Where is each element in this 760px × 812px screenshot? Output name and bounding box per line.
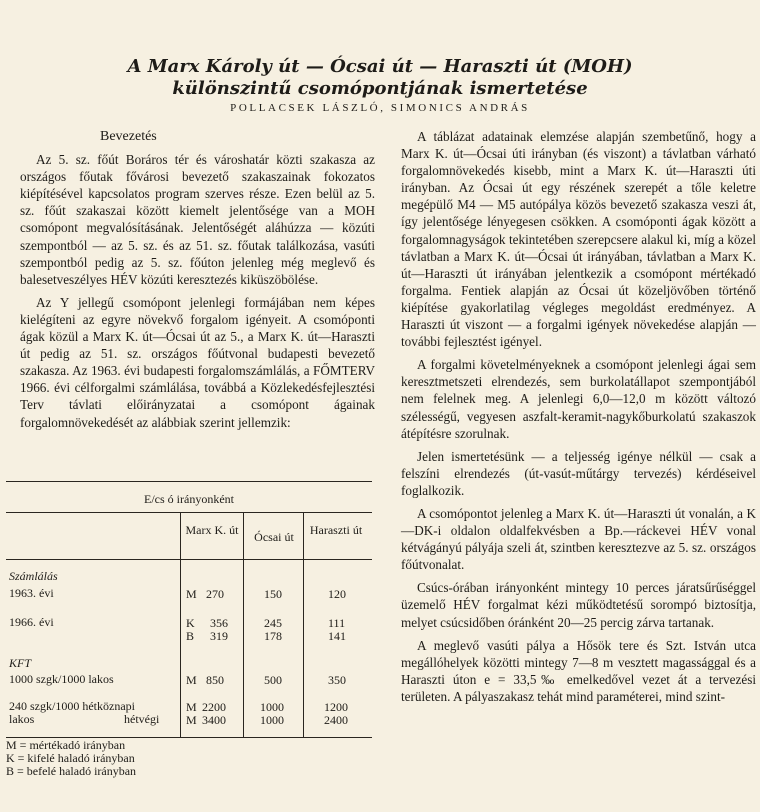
table-cell: K <box>186 616 195 630</box>
table-caption: E/cs ó irányonként <box>144 492 234 506</box>
table-divider <box>243 512 244 737</box>
table-cell: 245 <box>264 616 282 630</box>
table-rule <box>6 481 372 482</box>
table-rule <box>6 512 372 513</box>
row-label: 1963. évi <box>9 586 54 600</box>
table-cell: 319 <box>210 629 228 643</box>
section-heading: Bevezetés <box>100 129 157 144</box>
table-cell: 2200 <box>202 700 226 714</box>
article-title-line-1: A Marx Károly út — Ócsai út — Haraszti út (MOH) <box>127 56 633 77</box>
traffic-table-grid <box>6 481 372 776</box>
legend-item: K = kifelé haladó irányban <box>6 751 135 765</box>
table-cell: 500 <box>264 673 282 687</box>
row-group-label: Számlálás <box>9 569 58 583</box>
table-cell: 850 <box>206 673 224 687</box>
table-divider <box>180 512 181 737</box>
column-header-ocsai: Ócsai út <box>254 530 294 544</box>
paragraph: Az Y jellegű csomópont jelenlegi formájában nem képes kielégíteni az egyre növekvő forgalom igényeit. A csomóponti ágak közül a Marx K. út—Ócsai út az 5., a Marx K. út—Haraszti út pedig az 51. sz. országos főútvonal budapesti bevezető szakasza. Az 1963. évi budapesti forgalomszámlálás, a FŐMTERV 1966. évi célforgalmi számlálása, továbbá a Közlekedésfejlesztési Terv távlati előirányzatai a csomópont ágainak forgalomnövekedését az alábbiak szerint jellemzik: <box>20 294 375 430</box>
table-cell: 1200 <box>324 700 348 714</box>
table-cell: 150 <box>264 587 282 601</box>
paragraph: A forgalmi követelményeknek a csomópont jelenlegi ágai sem keresztmetszeti elrendezés, sem burkolatállapot szempontjából nem felelnek meg. A jelenlegi 6,0—12,0 m között változó szélességű, vegyesen aszfalt-keramit-nagykőburkolatú szakaszok átépítésre szorulnak. <box>401 357 756 441</box>
table-cell: M <box>186 673 197 687</box>
paragraph: A csomópontot jelenleg a Marx K. út—Haraszti út vonalán, a K—DK-i oldalon oldalfekvésben a Bp.—ráckevei HÉV vonal kétvágányú pályája szeli át, szintben keresztezve az 5. sz. országos főútvonalat. <box>401 505 756 573</box>
paragraph: Csúcs-órában irányonként mintegy 10 perces járatsűrűséggel üzemelő HÉV forgalmat kézi működtetésű sorompó biztosítja, melyet csúcsidőben óránként 20—25 percig zárva tartanak. <box>401 580 756 630</box>
table-cell: 356 <box>210 616 228 630</box>
article-authors: POLLACSEK LÁSZLÓ, SIMONICS ANDRÁS <box>230 102 530 114</box>
right-column <box>401 128 756 711</box>
row-label: 1000 szgk/1000 lakos <box>9 672 114 686</box>
legend-item: B = befelé haladó irányban <box>6 764 137 778</box>
paragraph: A táblázat adatainak elemzése alapján szembetűnő, hogy a Marx K. út—Ócsai úti irányban (és viszont) a távlatban várható forgalomnövekedés kisebb, mint a Marx K. út—Haraszti úti irányban. Az Ócsai út egy részének szerepét a tőle keletre megépülő M4 — M5 autópálya közös bevezető szakasza veszi át, így jelentősége lényegesen csökken. A csomóponti ágak között a forgalomnagyságok tekintetében szerepcsere alakul ki, míg a közel távlatban a Marx K. út—Ócsai út irányában, távlatban a Marx K. út—Haraszti út irányában jelentkezik a csomópont mértékadó forgalma. Fentiek alapján az Ócsai út közeljövőben történő kiépítése gyakorlatilag végleges megoldást eredményez. A Haraszti út viszont — a forgalmi igények növekedése alapján — további fejlesztést igényel. <box>401 129 756 350</box>
table-cell: 2400 <box>324 713 348 727</box>
table-cell: 178 <box>264 629 282 643</box>
table-cell: M <box>186 587 197 601</box>
paragraph: Jelen ismertetésünk — a teljesség igénye nélkül — csak a felszíni elrendezés (út-vasút-műtárgy tervezés) kérdéseivel foglalkozik. <box>401 448 756 498</box>
table-cell: M <box>186 700 197 714</box>
table-cell: 270 <box>206 587 224 601</box>
row-label: 240 szgk/1000 hétköznapi <box>9 699 135 713</box>
table-cell: 1000 <box>260 713 284 727</box>
table-cell: M <box>186 713 197 727</box>
row-label: lakos <box>9 712 35 726</box>
row-group-label: KFT <box>9 656 32 670</box>
row-label: 1966. évi <box>9 615 54 629</box>
legend-item: M = mértékadó irányban <box>6 738 126 752</box>
table-cell: 1000 <box>260 700 284 714</box>
paragraph: A meglevő vasúti pálya a Hősök tere és Szt. István utca megállóhelyek közötti mintegy 7—8 m vesztett magassággal és a Haraszti úton e = 33,5‰ emelkedővel vezet át a tervezési területen. A pályaszakasz tehát mind paraméterei, mind szint- <box>401 637 756 704</box>
row-label: hétvégi <box>124 712 160 726</box>
table-cell: 120 <box>328 587 346 601</box>
table-cell: 141 <box>328 629 346 643</box>
table-cell: 3400 <box>202 713 226 727</box>
article-title-line-2: különszintű csomópontjának ismertetése <box>172 78 588 99</box>
left-column <box>20 128 375 437</box>
table-cell: 111 <box>328 616 346 630</box>
table-legend <box>6 739 136 778</box>
table-divider <box>303 512 304 737</box>
column-header-haraszti: Haraszti út <box>309 523 363 537</box>
column-header-marx: Marx K. út <box>185 523 239 537</box>
table-cell: B <box>186 629 195 643</box>
table-rule <box>6 559 372 560</box>
table-cell: 350 <box>328 673 346 687</box>
paragraph: Az 5. sz. főút Boráros tér és városhatár közti szakasza az országos főutak fővárosi bevezető szakaszainak fokozatos kiépítésével kapcsolatos program szerves része. Ezen belül az 5. sz. főút szakaszai között kiemelt jelentősége van a MOH csomópont megvalósításának. Jelentőségét aláhúzza — közúti szempontból — az 5. sz. és az 51. sz. főutak találkozása, vasúti szempontból pedig az 5. sz. főúton jelenleg még meglevő és balesetveszélyes HÉV közúti keresztezés kiküszöbölése. <box>20 152 375 287</box>
